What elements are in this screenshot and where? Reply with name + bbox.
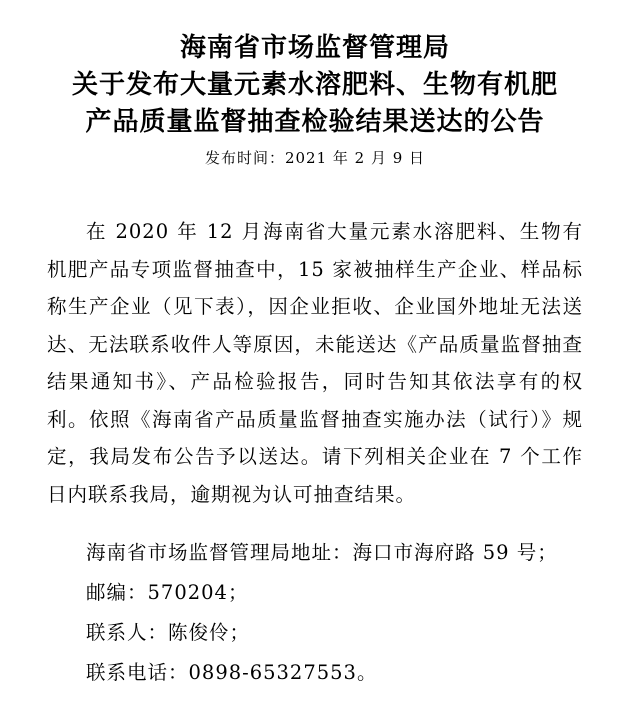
publish-time: 发布时间：2021 年 2 月 9 日 (204, 149, 426, 167)
title-line-3: 产品质量监督抽查检验结果送达的公告 (85, 107, 545, 137)
contact-postcode: 邮编：570204； (86, 580, 249, 604)
contact-person: 联系人：陈俊伶； (86, 620, 251, 644)
contact-address: 海南省市场监督管理局地址：海口市海府路 59 号； (86, 540, 558, 564)
notice-title (47, 30, 583, 141)
contact-info (47, 533, 583, 693)
title-line-2: 关于发布大量元素水溶肥料、生物有机肥 (71, 70, 558, 100)
notice-body-paragraph: 在 2020 年 12 月海南省大量元素水溶肥料、生物有机肥产品专项监督抽查中，15 家被抽样生产企业、样品标称生产企业（见下表），因企业拒收、企业国外地址无法送达、无法联系收件人等原因，未能送达《产品质量监督抽查结果通知书》、产品检验报告，同时告知其依法享有的权利。依照《海南省产品质量监督抽查实施办法（试行）》规定，我局发布公告予以送达。请下列相关企业在 7 个工作日内联系我局，逾期视为认可抽查结果。 (47, 220, 583, 506)
title-line-1: 海南省市场监督管理局 (179, 33, 450, 63)
contact-phone: 联系电话：0898-65327553。 (86, 660, 378, 684)
